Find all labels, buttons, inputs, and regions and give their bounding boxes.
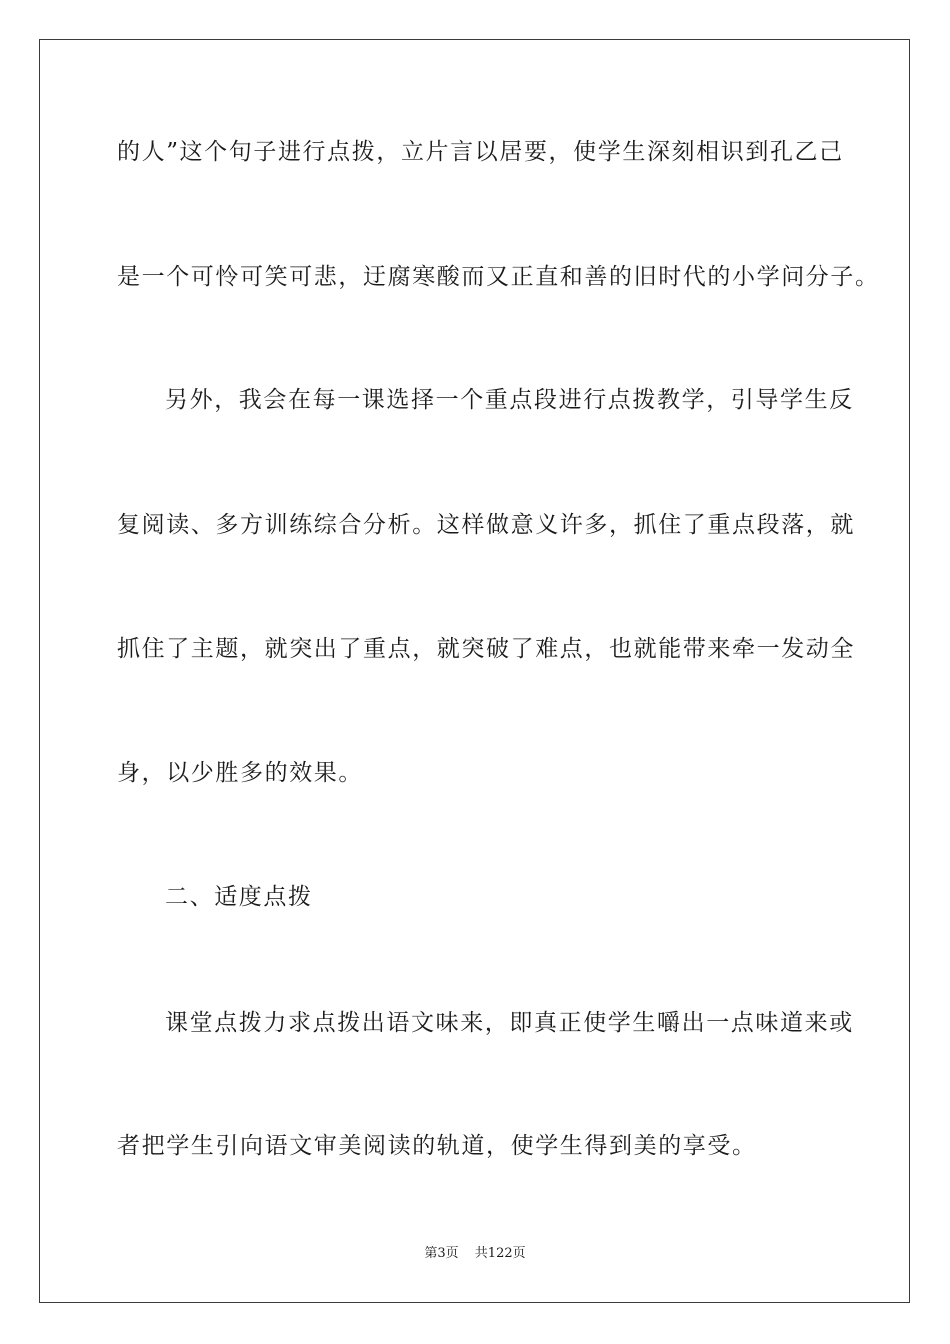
section-heading: 二、适度点拨 — [165, 884, 313, 910]
text-line-5: 抓住了主题，就突出了重点，就突破了难点，也就能带来牵一发动全 — [117, 636, 855, 662]
text-line-8: 课堂点拨力求点拨出语文味来，即真正使学生嚼出一点味道来或 — [165, 1010, 854, 1036]
text-line-9: 者把学生引向语文审美阅读的轨道，使学生得到美的享受。 — [117, 1133, 757, 1159]
text-line-1: 的人”这个句子进行点拨，立片言以居要，使学生深刻相识到孔乙己 — [117, 139, 844, 165]
page-total: 共122页 — [474, 1246, 526, 1261]
page-number: 第3页 — [424, 1246, 459, 1261]
text-line-6: 身，以少胜多的效果。 — [117, 760, 363, 786]
page-border — [39, 39, 910, 1303]
text-line-4: 复阅读、多方训练综合分析。这样做意义许多，抓住了重点段落，就 — [117, 512, 855, 538]
page-footer — [0, 1245, 950, 1263]
text-line-2: 是一个可怜可笑可悲，迂腐寒酸而又正直和善的旧时代的小学问分子。 — [117, 264, 880, 290]
text-line-3: 另外，我会在每一课选择一个重点段进行点拨教学，引导学生反 — [165, 387, 854, 413]
